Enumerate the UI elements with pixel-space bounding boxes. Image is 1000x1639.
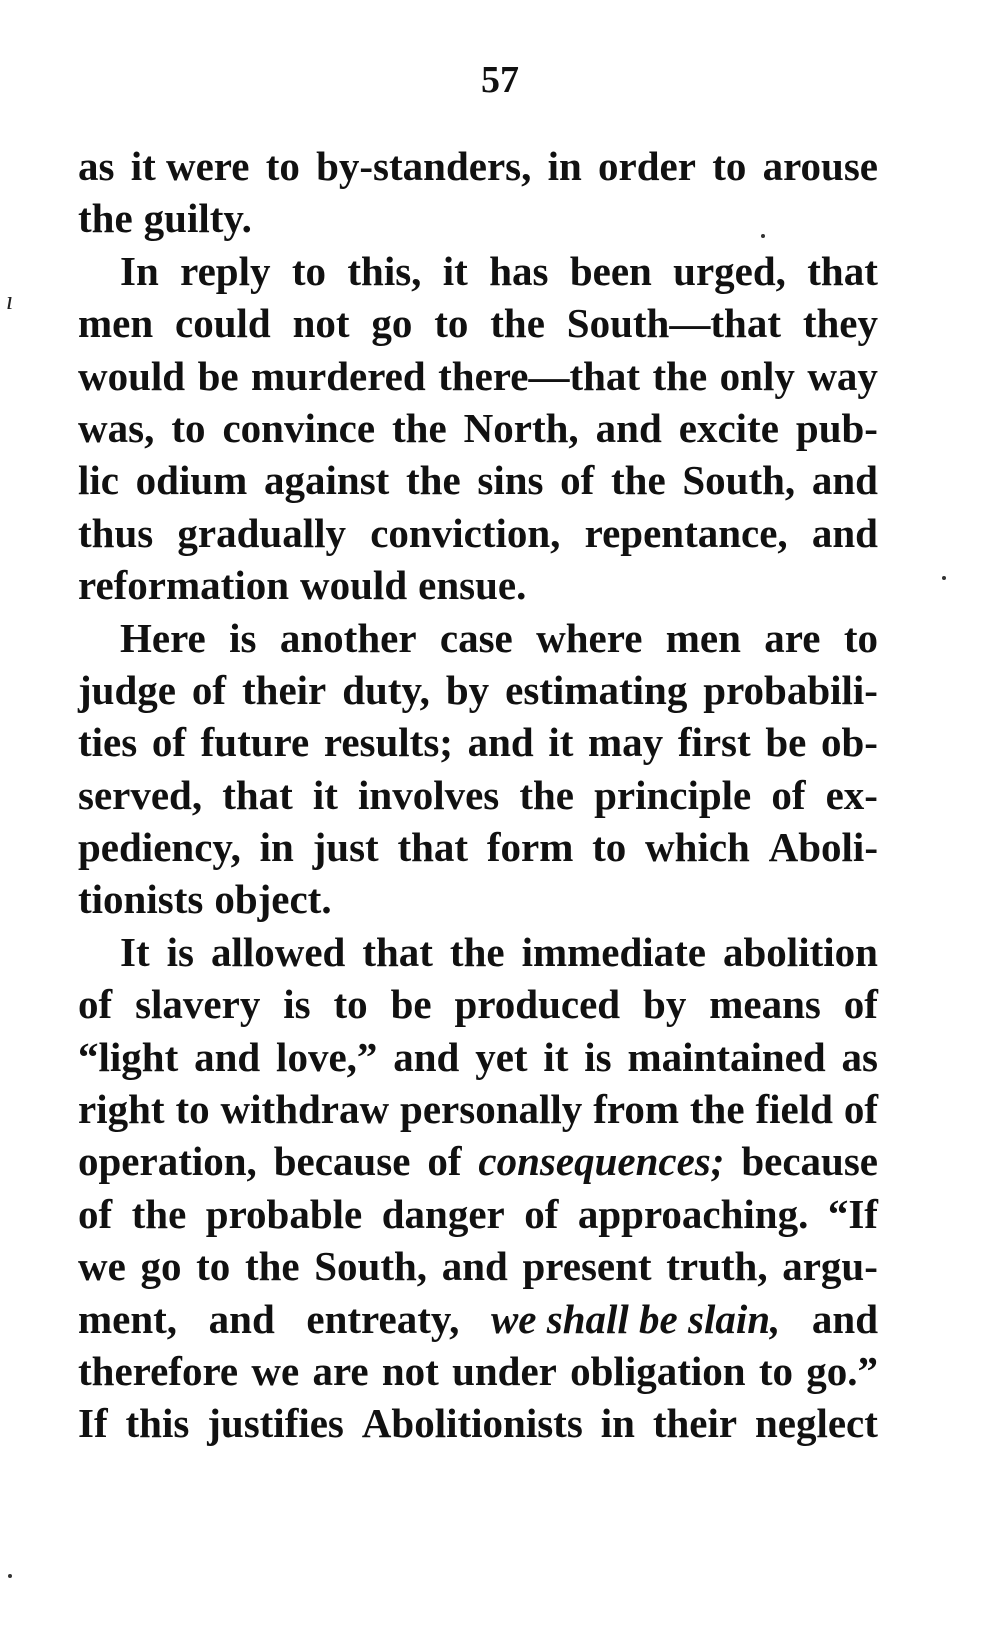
word: the <box>490 300 545 347</box>
word: form <box>486 824 574 871</box>
word: is <box>283 981 311 1028</box>
word: Abolitionists <box>361 1400 583 1447</box>
speck <box>8 1574 12 1578</box>
word: operation, <box>78 1138 257 1185</box>
text-line <box>78 245 878 297</box>
word: we shall be slain, <box>490 1295 781 1342</box>
speck <box>942 576 946 580</box>
word: it <box>543 1033 569 1080</box>
word: maintained <box>627 1033 826 1080</box>
text-line <box>78 926 878 978</box>
word: judge <box>78 666 176 713</box>
text-line <box>78 821 878 873</box>
word: is <box>166 928 194 975</box>
word: to <box>171 404 206 451</box>
word: are <box>312 1347 369 1394</box>
text-line <box>78 664 878 716</box>
word: right <box>78 1086 165 1133</box>
word: truth, <box>666 1243 768 1290</box>
text-line <box>78 1031 878 1083</box>
word: this, <box>347 247 422 294</box>
text-line <box>78 559 878 611</box>
word: involves <box>358 771 500 818</box>
word: probable <box>205 1190 363 1237</box>
word: and <box>208 1295 275 1342</box>
word: order <box>598 143 696 189</box>
word: of <box>843 1086 878 1133</box>
word: withdraw <box>220 1086 390 1133</box>
word: in <box>259 824 294 871</box>
word: convince <box>222 404 376 451</box>
word: pub- <box>795 404 878 451</box>
word: future <box>200 719 310 766</box>
word: immediate <box>521 928 707 975</box>
word: the <box>652 352 708 399</box>
word: the <box>449 928 505 975</box>
text-line <box>78 612 878 664</box>
word: obligation <box>570 1347 746 1394</box>
word: the <box>131 1190 187 1237</box>
text-line <box>78 978 878 1030</box>
margin-mark: ı <box>6 286 14 315</box>
text-line <box>78 1083 878 1135</box>
word: not <box>292 300 350 347</box>
word: as <box>78 143 115 189</box>
word: reformation <box>78 562 290 609</box>
word: just <box>312 824 379 871</box>
text-line <box>78 769 878 821</box>
word: as <box>841 1033 878 1080</box>
page-number: 57 <box>481 59 519 101</box>
word: reply <box>180 247 271 294</box>
word: their <box>652 1400 738 1447</box>
text-line <box>78 297 878 349</box>
word: and <box>811 1295 878 1342</box>
word: in <box>600 1400 635 1447</box>
word: ex- <box>825 771 878 818</box>
word: would <box>300 562 408 609</box>
word: repentance, <box>584 509 788 556</box>
text-line <box>78 1397 878 1449</box>
word: because <box>273 1138 411 1185</box>
word: in <box>547 143 582 189</box>
word: odium <box>135 457 248 504</box>
word: the <box>611 457 666 504</box>
word: be <box>390 981 432 1028</box>
word: lic <box>78 457 119 504</box>
text-line <box>78 1240 878 1292</box>
text-line <box>78 402 878 454</box>
word: from <box>593 1086 679 1133</box>
word: danger <box>381 1190 505 1237</box>
word: entreaty, <box>306 1295 460 1342</box>
word: ensue. <box>418 562 527 609</box>
word: slavery <box>135 981 261 1028</box>
word: and <box>441 1243 508 1290</box>
word: men <box>665 614 741 661</box>
word: neglect <box>754 1400 878 1447</box>
word: and <box>811 457 878 504</box>
word: there—that <box>438 352 641 399</box>
word: to <box>175 1086 210 1133</box>
word: and <box>194 1033 261 1080</box>
word: by <box>643 981 687 1028</box>
body-text <box>78 140 878 1450</box>
word: ties <box>78 719 138 766</box>
word: men <box>78 300 154 347</box>
word: to <box>712 143 747 189</box>
word: and <box>467 719 534 766</box>
word: they <box>802 300 878 347</box>
word: murdered <box>251 352 426 399</box>
word: that <box>222 771 293 818</box>
word: the <box>244 1243 300 1290</box>
word: may <box>588 719 664 766</box>
word: that <box>397 824 469 871</box>
word: case <box>439 614 513 661</box>
word: of <box>78 1190 113 1237</box>
word: to <box>592 824 627 871</box>
word: the <box>392 404 447 451</box>
word: and <box>811 509 878 556</box>
word: arouse <box>762 143 878 189</box>
word: of <box>427 1138 462 1185</box>
word: another <box>279 614 417 661</box>
text-line <box>78 1293 878 1345</box>
word: which <box>645 824 750 871</box>
word: go.” <box>806 1347 878 1394</box>
word: first <box>677 719 751 766</box>
word: to <box>265 143 300 189</box>
word: personally <box>400 1086 583 1133</box>
word: South, <box>682 457 796 504</box>
word: If <box>78 1400 108 1447</box>
word: justifies <box>207 1400 344 1447</box>
word: could <box>175 300 271 347</box>
text-line <box>78 454 878 506</box>
word: the <box>406 457 461 504</box>
word: approaching. <box>577 1190 809 1237</box>
word: North, <box>463 404 579 451</box>
word: “If <box>827 1190 878 1237</box>
word: and <box>595 404 662 451</box>
word: Aboli- <box>768 824 878 871</box>
text-line <box>78 507 878 559</box>
word: this <box>125 1400 190 1447</box>
word: yet <box>475 1033 528 1080</box>
word: South—that <box>566 300 781 347</box>
word: of <box>771 771 806 818</box>
word: the <box>78 195 133 242</box>
word: it <box>312 771 338 818</box>
word: ob- <box>820 719 878 766</box>
word: it <box>548 719 574 766</box>
word: under <box>452 1347 557 1394</box>
word: served, <box>78 771 203 818</box>
word: excite <box>678 404 779 451</box>
word: been <box>569 247 652 294</box>
word: love,” <box>276 1033 378 1080</box>
word: produced <box>454 981 621 1028</box>
word: that <box>362 928 433 975</box>
word: therefore <box>78 1347 239 1394</box>
word: only <box>719 352 795 399</box>
word: argu- <box>782 1243 878 1290</box>
word: pediency, <box>78 824 241 871</box>
text-line <box>78 1345 878 1397</box>
text-line <box>78 350 878 402</box>
word: field <box>755 1086 833 1133</box>
text-line <box>78 716 878 768</box>
word: the <box>689 1086 745 1133</box>
word: urged, <box>673 247 786 294</box>
word: thus <box>78 509 154 556</box>
word: by <box>445 666 490 713</box>
word: we <box>251 1347 300 1394</box>
word: go <box>140 1243 182 1290</box>
word: means <box>709 981 821 1028</box>
word: of <box>843 981 878 1028</box>
word: by-standers, <box>316 143 532 189</box>
word: principle <box>594 771 752 818</box>
word: results; <box>323 719 453 766</box>
word: to <box>758 1347 793 1394</box>
word: to <box>291 247 326 294</box>
word: South, <box>314 1243 428 1290</box>
word: sins <box>477 457 544 504</box>
word: to <box>843 614 878 661</box>
text-line <box>78 1135 878 1187</box>
word: abolition <box>723 928 878 975</box>
word: of <box>524 1190 559 1237</box>
word: In <box>120 247 159 294</box>
word: of <box>151 719 186 766</box>
word: “light <box>78 1033 179 1080</box>
word: to <box>434 300 469 347</box>
text-line <box>78 140 878 192</box>
word: their <box>242 666 327 713</box>
word: are <box>764 614 821 661</box>
word: estimating <box>505 666 688 713</box>
word: duty, <box>342 666 430 713</box>
word: be <box>765 719 807 766</box>
word: object. <box>214 876 332 923</box>
word: allowed <box>210 928 346 975</box>
word: tionists <box>78 876 204 923</box>
word: to <box>196 1243 231 1290</box>
text-line <box>78 1188 878 1240</box>
word: against <box>264 457 390 504</box>
text-line <box>78 192 878 244</box>
word: was, <box>78 404 155 451</box>
word: and <box>393 1033 460 1080</box>
word: is <box>584 1033 612 1080</box>
word: consequences; <box>478 1138 725 1185</box>
word: of <box>560 457 595 504</box>
word: present <box>522 1243 652 1290</box>
word: not <box>381 1347 439 1394</box>
word: we <box>78 1243 126 1290</box>
word: of <box>78 981 113 1028</box>
word: that <box>807 247 878 294</box>
word: to <box>333 981 368 1028</box>
word: Here <box>120 614 206 661</box>
word: of <box>191 666 227 713</box>
text-line <box>78 873 878 925</box>
word: It <box>120 928 150 975</box>
word: be <box>197 352 239 399</box>
word: where <box>536 614 643 661</box>
word: is <box>229 614 257 661</box>
word: guilty. <box>143 195 252 242</box>
word: gradually <box>177 509 347 556</box>
word: it were <box>130 143 250 189</box>
word: way <box>807 352 878 399</box>
word: go <box>371 300 413 347</box>
word: it <box>442 247 468 294</box>
word: conviction, <box>370 509 561 556</box>
word: has <box>489 247 549 294</box>
word: ment, <box>78 1295 178 1342</box>
word: would <box>78 352 186 399</box>
word: probabili- <box>703 666 878 713</box>
word: because <box>741 1138 878 1185</box>
word: the <box>519 771 574 818</box>
